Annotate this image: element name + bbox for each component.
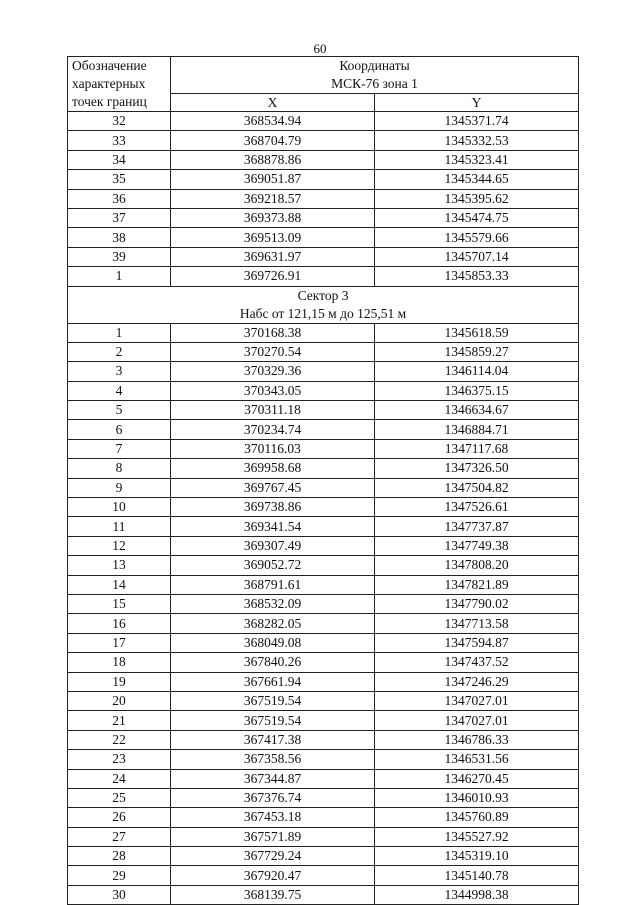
y-coordinate-cell: 1347504.82 xyxy=(375,478,579,497)
x-coordinate-cell: 367519.54 xyxy=(171,691,375,710)
table-row xyxy=(68,189,579,208)
point-number-cell: 1 xyxy=(68,323,171,342)
table-row xyxy=(68,711,579,730)
x-coordinate-cell: 368534.94 xyxy=(171,112,375,131)
table-row xyxy=(68,827,579,846)
y-coordinate-cell: 1345344.65 xyxy=(375,170,579,189)
y-coordinate-cell: 1346270.45 xyxy=(375,769,579,788)
table-row xyxy=(68,653,579,672)
y-coordinate-cell: 1345474.75 xyxy=(375,208,579,227)
x-coordinate-cell: 370168.38 xyxy=(171,323,375,342)
point-number-cell: 35 xyxy=(68,170,171,189)
designation-header: Обозначение характерных точек границ xyxy=(68,57,171,112)
point-number-cell: 32 xyxy=(68,112,171,131)
x-coordinate-cell: 368878.86 xyxy=(171,150,375,169)
sector-subtitle: Набс от 121,15 м до 125,51 м xyxy=(239,305,407,321)
table-row xyxy=(68,517,579,536)
y-coordinate-cell: 1347821.89 xyxy=(375,575,579,594)
table-row xyxy=(68,614,579,633)
point-number-cell: 2 xyxy=(68,342,171,361)
point-number-cell: 16 xyxy=(68,614,171,633)
coordinates-system: МСК-76 зона 1 xyxy=(331,76,418,91)
point-number-cell: 27 xyxy=(68,827,171,846)
y-coordinate-cell: 1347246.29 xyxy=(375,672,579,691)
point-number-cell: 36 xyxy=(68,189,171,208)
coordinates-header xyxy=(171,57,579,94)
point-number-cell: 7 xyxy=(68,439,171,458)
y-coordinate-cell: 1346375.15 xyxy=(375,381,579,400)
point-number-cell: 34 xyxy=(68,150,171,169)
y-coordinate-cell: 1346884.71 xyxy=(375,420,579,439)
table-row xyxy=(68,866,579,885)
point-number-cell: 17 xyxy=(68,633,171,652)
x-coordinate-cell: 368049.08 xyxy=(171,633,375,652)
table-row xyxy=(68,323,579,342)
x-coordinate-cell: 370329.36 xyxy=(171,362,375,381)
point-number-cell: 5 xyxy=(68,401,171,420)
coordinates-table xyxy=(67,56,579,905)
point-number-cell: 8 xyxy=(68,459,171,478)
x-coordinate-cell: 369373.88 xyxy=(171,208,375,227)
y-coordinate-cell: 1347808.20 xyxy=(375,556,579,575)
point-number-cell: 19 xyxy=(68,672,171,691)
x-coordinate-cell: 367344.87 xyxy=(171,769,375,788)
table-row xyxy=(68,362,579,381)
x-coordinate-cell: 369726.91 xyxy=(171,267,375,286)
x-coordinate-cell: 368282.05 xyxy=(171,614,375,633)
point-number-cell: 4 xyxy=(68,381,171,400)
point-number-cell: 30 xyxy=(68,885,171,904)
x-coordinate-cell: 367519.54 xyxy=(171,711,375,730)
sector-title: Сектор 3 xyxy=(297,287,349,303)
page-number: 60 xyxy=(313,41,327,56)
y-coordinate-cell: 1347526.61 xyxy=(375,498,579,517)
y-coordinate-cell: 1347027.01 xyxy=(375,691,579,710)
table-row xyxy=(68,208,579,227)
x-coordinate-cell: 368791.61 xyxy=(171,575,375,594)
x-coordinate-cell: 370343.05 xyxy=(171,381,375,400)
x-coordinate-cell: 368139.75 xyxy=(171,885,375,904)
x-coordinate-cell: 370270.54 xyxy=(171,342,375,361)
x-coordinate-cell: 367920.47 xyxy=(171,866,375,885)
y-coordinate-cell: 1347737.87 xyxy=(375,517,579,536)
point-number-cell: 20 xyxy=(68,691,171,710)
x-coordinate-cell: 367417.38 xyxy=(171,730,375,749)
y-coordinate-cell: 1347713.58 xyxy=(375,614,579,633)
y-coordinate-cell: 1347594.87 xyxy=(375,633,579,652)
y-coordinate-cell: 1346531.56 xyxy=(375,750,579,769)
x-coordinate-cell: 367729.24 xyxy=(171,847,375,866)
table-row xyxy=(68,150,579,169)
table-row xyxy=(68,267,579,286)
point-number-cell: 10 xyxy=(68,498,171,517)
coordinates-title: Координаты xyxy=(339,58,410,73)
point-number-cell: 26 xyxy=(68,808,171,827)
table-row xyxy=(68,730,579,749)
x-coordinate-cell: 369767.45 xyxy=(171,478,375,497)
point-number-cell: 28 xyxy=(68,847,171,866)
point-number-cell: 14 xyxy=(68,575,171,594)
y-coordinate-cell: 1347027.01 xyxy=(375,711,579,730)
point-number-cell: 3 xyxy=(68,362,171,381)
table-row xyxy=(68,439,579,458)
table-row xyxy=(68,536,579,555)
table-row xyxy=(68,672,579,691)
point-number-cell: 6 xyxy=(68,420,171,439)
x-coordinate-cell: 367840.26 xyxy=(171,653,375,672)
y-coordinate-cell: 1345323.41 xyxy=(375,150,579,169)
y-column-header: Y xyxy=(375,94,579,112)
y-coordinate-cell: 1345859.27 xyxy=(375,342,579,361)
x-coordinate-cell: 367453.18 xyxy=(171,808,375,827)
point-number-cell: 12 xyxy=(68,536,171,555)
table-row xyxy=(68,691,579,710)
y-coordinate-cell: 1347326.50 xyxy=(375,459,579,478)
x-coordinate-cell: 369958.68 xyxy=(171,459,375,478)
table-row xyxy=(68,170,579,189)
point-number-cell: 23 xyxy=(68,750,171,769)
table-row xyxy=(68,498,579,517)
table-row xyxy=(68,847,579,866)
table-row xyxy=(68,342,579,361)
x-coordinate-cell: 368532.09 xyxy=(171,594,375,613)
point-number-cell: 22 xyxy=(68,730,171,749)
table-row xyxy=(68,381,579,400)
x-coordinate-cell: 369738.86 xyxy=(171,498,375,517)
point-number-cell: 33 xyxy=(68,131,171,150)
table-row xyxy=(68,131,579,150)
point-number-cell: 39 xyxy=(68,247,171,266)
table-row xyxy=(68,247,579,266)
x-coordinate-cell: 367661.94 xyxy=(171,672,375,691)
x-coordinate-cell: 369218.57 xyxy=(171,189,375,208)
table-header xyxy=(68,57,579,112)
y-coordinate-cell: 1346634.67 xyxy=(375,401,579,420)
y-coordinate-cell: 1345707.14 xyxy=(375,247,579,266)
sector-row xyxy=(68,286,579,323)
point-number-cell: 25 xyxy=(68,788,171,807)
x-coordinate-cell: 367358.56 xyxy=(171,750,375,769)
table-body-sector xyxy=(68,323,579,905)
x-coordinate-cell: 369341.54 xyxy=(171,517,375,536)
y-coordinate-cell: 1347117.68 xyxy=(375,439,579,458)
x-coordinate-cell: 369513.09 xyxy=(171,228,375,247)
point-number-cell: 24 xyxy=(68,769,171,788)
point-number-cell: 37 xyxy=(68,208,171,227)
table-row xyxy=(68,459,579,478)
table-row xyxy=(68,228,579,247)
point-number-cell: 13 xyxy=(68,556,171,575)
y-coordinate-cell: 1345371.74 xyxy=(375,112,579,131)
point-number-cell: 1 xyxy=(68,267,171,286)
x-column-header: X xyxy=(171,94,375,112)
y-coordinate-cell: 1345319.10 xyxy=(375,847,579,866)
table-row xyxy=(68,594,579,613)
table-row xyxy=(68,556,579,575)
table-row xyxy=(68,401,579,420)
x-coordinate-cell: 367571.89 xyxy=(171,827,375,846)
y-coordinate-cell: 1347437.52 xyxy=(375,653,579,672)
table-row xyxy=(68,575,579,594)
point-number-cell: 38 xyxy=(68,228,171,247)
y-coordinate-cell: 1347749.38 xyxy=(375,536,579,555)
x-coordinate-cell: 369052.72 xyxy=(171,556,375,575)
y-coordinate-cell: 1345527.92 xyxy=(375,827,579,846)
y-coordinate-cell: 1345618.59 xyxy=(375,323,579,342)
y-coordinate-cell: 1345760.89 xyxy=(375,808,579,827)
table-row xyxy=(68,788,579,807)
x-coordinate-cell: 367376.74 xyxy=(171,788,375,807)
sector-header xyxy=(68,286,579,323)
table-body-top xyxy=(68,112,579,287)
x-coordinate-cell: 370116.03 xyxy=(171,439,375,458)
point-number-cell: 11 xyxy=(68,517,171,536)
table-row xyxy=(68,750,579,769)
x-coordinate-cell: 369631.97 xyxy=(171,247,375,266)
y-coordinate-cell: 1345140.78 xyxy=(375,866,579,885)
y-coordinate-cell: 1346114.04 xyxy=(375,362,579,381)
y-coordinate-cell: 1345332.53 xyxy=(375,131,579,150)
x-coordinate-cell: 369307.49 xyxy=(171,536,375,555)
table-row xyxy=(68,769,579,788)
x-coordinate-cell: 369051.87 xyxy=(171,170,375,189)
table-row xyxy=(68,633,579,652)
y-coordinate-cell: 1346010.93 xyxy=(375,788,579,807)
point-number-cell: 21 xyxy=(68,711,171,730)
table-row xyxy=(68,420,579,439)
y-coordinate-cell: 1345853.33 xyxy=(375,267,579,286)
table-row xyxy=(68,478,579,497)
x-coordinate-cell: 368704.79 xyxy=(171,131,375,150)
point-number-cell: 18 xyxy=(68,653,171,672)
y-coordinate-cell: 1345579.66 xyxy=(375,228,579,247)
sector-section xyxy=(68,286,579,323)
x-coordinate-cell: 370234.74 xyxy=(171,420,375,439)
table-row xyxy=(68,885,579,904)
point-number-cell: 9 xyxy=(68,478,171,497)
table-row xyxy=(68,112,579,131)
table-row xyxy=(68,808,579,827)
y-coordinate-cell: 1344998.38 xyxy=(375,885,579,904)
point-number-cell: 15 xyxy=(68,594,171,613)
y-coordinate-cell: 1347790.02 xyxy=(375,594,579,613)
y-coordinate-cell: 1345395.62 xyxy=(375,189,579,208)
point-number-cell: 29 xyxy=(68,866,171,885)
x-coordinate-cell: 370311.18 xyxy=(171,401,375,420)
y-coordinate-cell: 1346786.33 xyxy=(375,730,579,749)
